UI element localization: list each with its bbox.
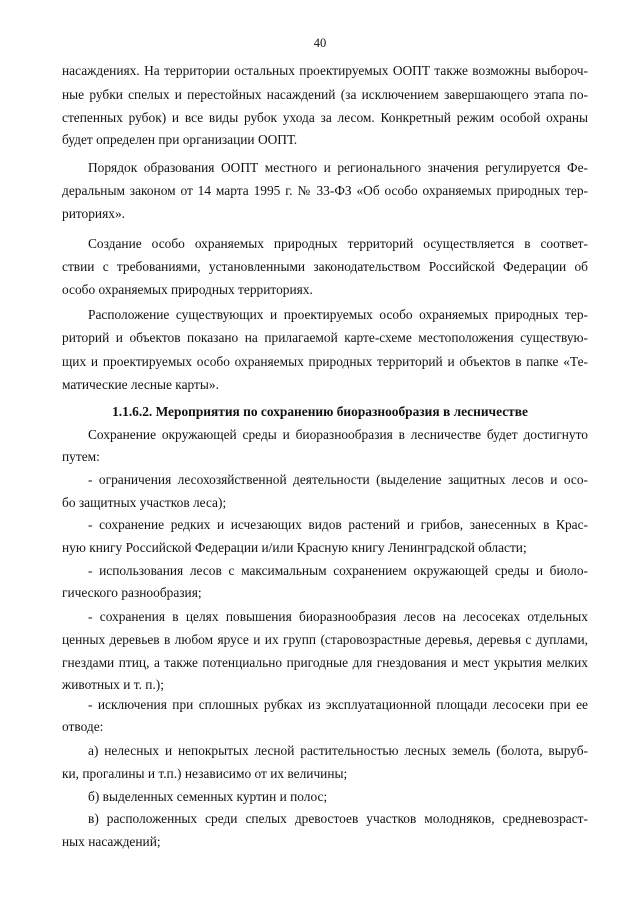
list-intro-line-1: Сохранение окружающей среды и биоразнообразия в лесничестве будет достигнуто (88, 427, 588, 442)
paragraph-4-line-3: щих и проектируемых особо охраняемых природных территорий и объектов в папке «Те- (62, 354, 588, 369)
list-item-5-line-1: - исключения при сплошных рубках из эксплуатационной площади лесосеки при ее (88, 697, 588, 712)
paragraph-2-line-1: Порядок образования ООПТ местного и регионального значения регулируется Фе- (88, 160, 588, 175)
paragraph-1-line-2: ные рубки спелых и перестойных насаждений (за исключением завершающего этапа по- (62, 87, 588, 102)
paragraph-2-line-2: деральным законом от 14 марта 1995 г. № 33-ФЗ «Об особо охраняемых природных тер- (62, 183, 588, 198)
list-item-4-line-3: гнездами птиц, а также потенциально пригодные для гнездования и мест укрытия мелких (62, 655, 588, 670)
paragraph-4-line-4: матические лесные карты». (62, 377, 219, 392)
list-intro-line-2: путем: (62, 449, 100, 464)
sub-item-a-line-1: а) нелесных и непокрытых лесной растительностью лесных земель (болота, выруб- (88, 743, 588, 758)
section-heading: 1.1.6.2. Мероприятия по сохранению биоразнообразия в лесничестве (112, 404, 528, 419)
paragraph-3-line-1: Создание особо охраняемых природных территорий осуществляется в соответ- (88, 236, 588, 251)
paragraph-1-line-1: насаждениях. На территории остальных проектируемых ООПТ также возможны выбороч- (62, 63, 588, 78)
list-item-3-line-2: гического разнообразия; (62, 585, 202, 600)
paragraph-4-line-2: риторий и объектов показано на прилагаемой карте-схеме местоположения существую- (62, 330, 588, 345)
list-item-4-line-2: ценных деревьев в любом ярусе и их групп (старовозрастные деревья, деревья с дуплами, (62, 632, 588, 647)
paragraph-3-line-2: ствии с требованиями, установленными законодательством Российской Федерации об (62, 259, 588, 274)
list-item-4-line-4: животных и т. п.); (62, 677, 164, 692)
list-item-2-line-1: - сохранение редких и исчезающих видов растений и грибов, занесенных в Крас- (88, 517, 588, 532)
paragraph-1-line-4: будет определен при организации ООПТ. (62, 132, 298, 147)
list-item-1-line-1: - ограничения лесохозяйственной деятельности (выделение защитных лесов и осо- (88, 472, 588, 487)
paragraph-4-line-1: Расположение существующих и проектируемых особо охраняемых природных тер- (88, 307, 588, 322)
list-item-3-line-1: - использования лесов с максимальным сохранением окружающей среды и биоло- (88, 563, 588, 578)
sub-item-a-line-2: ки, прогалины и т.п.) независимо от их величины; (62, 766, 348, 781)
paragraph-3-line-3: особо охраняемых природных территориях. (62, 282, 313, 297)
paragraph-1-line-3: степенных рубок) и все виды рубок ухода за лесом. Конкретный режим особой охраны (62, 110, 588, 125)
page-number: 40 (313, 36, 327, 50)
list-item-1-line-2: бо защитных участков леса); (62, 495, 227, 510)
sub-item-c-line-1: в) расположенных среди спелых древостоев участков молодняков, средневозраст- (88, 811, 588, 826)
list-item-5-line-2: отводе: (62, 719, 104, 734)
sub-item-c-line-2: ных насаждений; (62, 834, 161, 849)
list-item-4-line-1: - сохранения в целях повышения биоразнообразия лесов на лесосеках отдельных (88, 609, 588, 624)
list-item-2-line-2: ную книгу Российской Федерации и/или Красную книгу Ленинградской области; (62, 540, 527, 555)
paragraph-2-line-3: риториях». (62, 206, 125, 221)
sub-item-b-line-1: б) выделенных семенных куртин и полос; (88, 789, 328, 804)
